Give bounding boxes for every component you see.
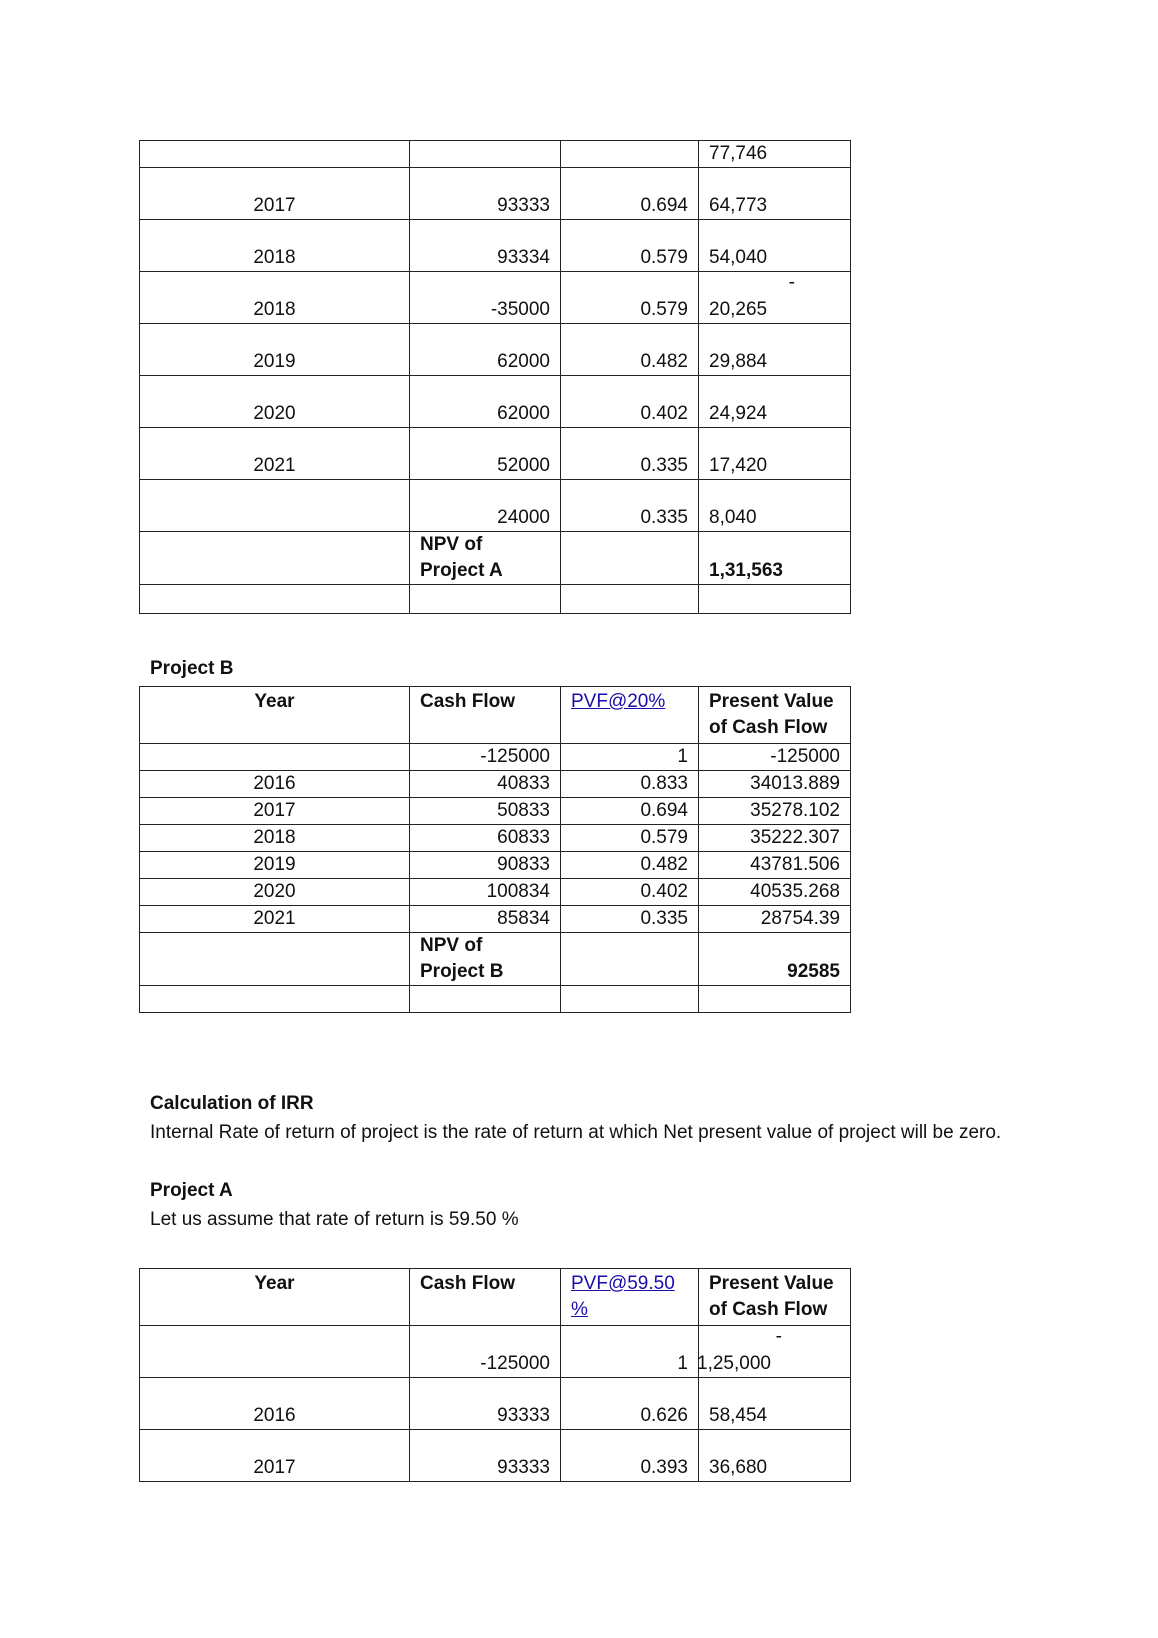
pvf-cell: 0.579: [561, 220, 699, 272]
year-cell: 2017: [140, 1430, 410, 1482]
irr-heading: Calculation of IRR: [150, 1093, 314, 1114]
table-row: [140, 324, 851, 376]
cash-flow-cell: -125000: [410, 744, 561, 771]
cash-flow-cell: 62000: [410, 324, 561, 376]
cash-flow-cell: 85834: [410, 906, 561, 933]
header-cash-flow: Cash Flow: [410, 1269, 561, 1326]
header-row: [140, 687, 851, 744]
irr-description: Internal Rate of return of project is the rate of return at which Net present value of project will be zero.: [150, 1122, 1002, 1143]
header-row: [140, 1269, 851, 1326]
pvf-cell: 0.393: [561, 1430, 699, 1482]
cash-flow-cell: -125000: [410, 1326, 561, 1378]
pv-cell: 43781.506: [699, 852, 851, 879]
table-row: [140, 1326, 851, 1378]
year-cell: 2018: [140, 272, 410, 324]
table-row: [140, 825, 851, 852]
negative-sign: -: [775, 1326, 782, 1347]
project-b-heading: Project B: [150, 658, 234, 679]
cash-flow-cell: 100834: [410, 879, 561, 906]
pv-cell: [699, 1326, 851, 1378]
pv-cell: 8,040: [699, 480, 851, 532]
table-row: [140, 220, 851, 272]
year-cell: 2017: [140, 168, 410, 220]
pv-cell: 54,040: [699, 220, 851, 272]
year-cell: 2021: [140, 428, 410, 480]
pvf-cell: 0.335: [561, 428, 699, 480]
pvf-cell: 0.402: [561, 879, 699, 906]
npv-label: NPV of Project B: [410, 933, 561, 986]
pv-cell: 77,746: [699, 141, 851, 168]
table-row: [140, 141, 851, 168]
table-row: [140, 1430, 851, 1482]
pv-cell: 35222.307: [699, 825, 851, 852]
cash-flow-cell: 93333: [410, 1430, 561, 1482]
pv-cell: 64,773: [699, 168, 851, 220]
pvf-link[interactable]: PVF@59.50 %: [571, 1273, 675, 1320]
pvf-cell: 0.833: [561, 771, 699, 798]
table-row: [140, 798, 851, 825]
year-cell: 2016: [140, 771, 410, 798]
cash-flow-cell: 62000: [410, 376, 561, 428]
year-cell: [140, 744, 410, 771]
empty-row: [140, 986, 851, 1013]
pv-cell: 35278.102: [699, 798, 851, 825]
pvf-cell: 0.402: [561, 376, 699, 428]
header-cash-flow: Cash Flow: [410, 687, 561, 744]
year-cell: 2019: [140, 324, 410, 376]
cash-flow-cell: -35000: [410, 272, 561, 324]
year-cell: 2016: [140, 1378, 410, 1430]
year-cell: 2018: [140, 825, 410, 852]
pv-cell: 40535.268: [699, 879, 851, 906]
pvf-cell: 0.335: [561, 906, 699, 933]
cash-flow-cell: 93333: [410, 1378, 561, 1430]
table-row: [140, 480, 851, 532]
irr-project-a-table: [139, 1268, 851, 1482]
table-row: [140, 852, 851, 879]
npv-row: [140, 933, 851, 986]
year-cell: 2018: [140, 220, 410, 272]
year-cell: 2019: [140, 852, 410, 879]
pv-cell: -125000: [699, 744, 851, 771]
pvf-cell: 1: [561, 1326, 699, 1378]
project-b-table: [139, 686, 851, 1013]
pv-cell: 17,420: [699, 428, 851, 480]
npv-row: [140, 532, 851, 585]
table-row: [140, 744, 851, 771]
irr-assumption: Let us assume that rate of return is 59.50 %: [150, 1209, 519, 1230]
pv-cell: 58,454: [699, 1378, 851, 1430]
table-row: [140, 428, 851, 480]
header-pv: Present Value of Cash Flow: [699, 1269, 851, 1326]
pvf-cell: 0.335: [561, 480, 699, 532]
pv-cell: [699, 272, 851, 324]
npv-value: 92585: [699, 933, 851, 986]
pv-value: 20,265: [709, 299, 768, 320]
pvf-cell: 0.579: [561, 272, 699, 324]
table-row: [140, 1378, 851, 1430]
pv-cell: 29,884: [699, 324, 851, 376]
year-cell: 2021: [140, 906, 410, 933]
pvf-cell: 0.482: [561, 852, 699, 879]
pvf-link[interactable]: PVF@20%: [571, 691, 666, 712]
pvf-cell: 0.482: [561, 324, 699, 376]
pvf-cell: 0.694: [561, 798, 699, 825]
pv-cell: 28754.39: [699, 906, 851, 933]
cash-flow-cell: 24000: [410, 480, 561, 532]
header-year: Year: [140, 1269, 410, 1326]
table-row: [140, 771, 851, 798]
pv-cell: 34013.889: [699, 771, 851, 798]
year-cell: 2020: [140, 879, 410, 906]
year-cell: 2020: [140, 376, 410, 428]
cash-flow-cell: 40833: [410, 771, 561, 798]
project-a-table-continued: [139, 140, 851, 614]
table-row: [140, 906, 851, 933]
npv-value: 1,31,563: [699, 532, 851, 585]
npv-label: NPV of Project A: [410, 532, 561, 585]
header-pvf[interactable]: [561, 687, 699, 744]
cash-flow-cell: 50833: [410, 798, 561, 825]
pvf-cell: 1: [561, 744, 699, 771]
header-pvf[interactable]: [561, 1269, 699, 1326]
empty-row: [140, 585, 851, 614]
year-cell: [140, 480, 410, 532]
table-row: [140, 376, 851, 428]
table-row: [140, 168, 851, 220]
table-row: [140, 879, 851, 906]
cash-flow-cell: 52000: [410, 428, 561, 480]
cash-flow-cell: 93334: [410, 220, 561, 272]
pvf-cell: 0.579: [561, 825, 699, 852]
negative-sign: -: [788, 272, 795, 293]
header-year: Year: [140, 687, 410, 744]
cash-flow-cell: 60833: [410, 825, 561, 852]
irr-project-heading: Project A: [150, 1180, 233, 1201]
header-pv: Present Value of Cash Flow: [699, 687, 851, 744]
table-row: [140, 272, 851, 324]
cash-flow-cell: 93333: [410, 168, 561, 220]
year-cell: [140, 1326, 410, 1378]
pv-value: 1,25,000: [697, 1353, 771, 1374]
cash-flow-cell: 90833: [410, 852, 561, 879]
pvf-cell: 0.626: [561, 1378, 699, 1430]
pvf-cell: 0.694: [561, 168, 699, 220]
pv-cell: 24,924: [699, 376, 851, 428]
year-cell: 2017: [140, 798, 410, 825]
pv-cell: 36,680: [699, 1430, 851, 1482]
